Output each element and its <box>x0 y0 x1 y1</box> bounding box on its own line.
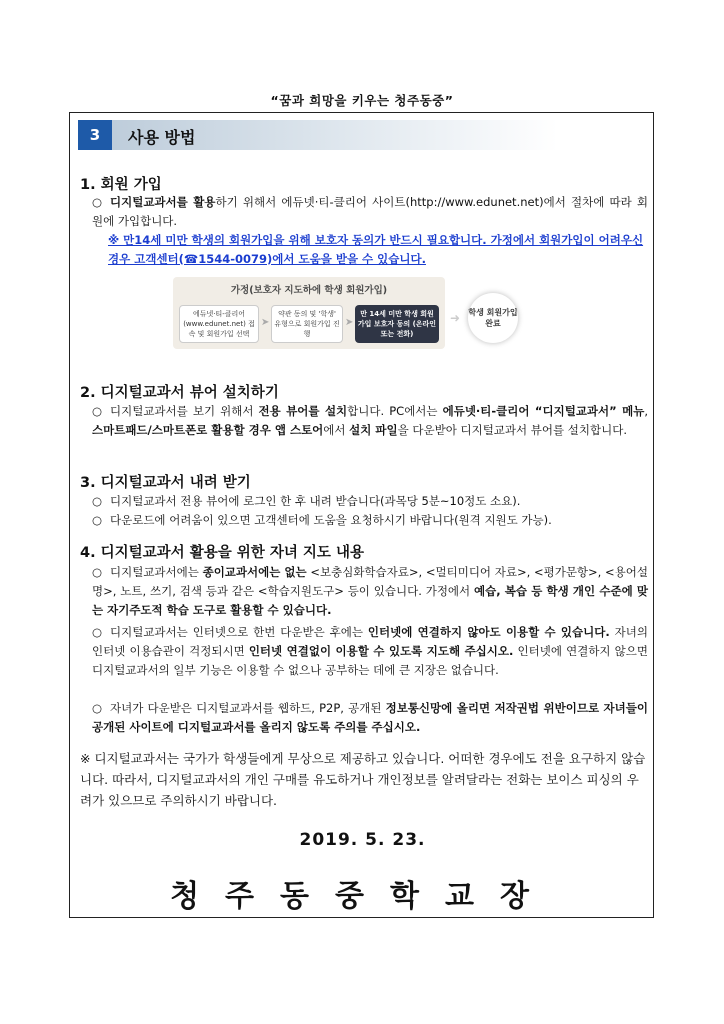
section-number: 3 <box>78 120 112 150</box>
issue-date: 2019. 5. 23. <box>299 830 426 850</box>
section-title: 사용 방법 <box>128 128 196 147</box>
guidance-paragraph-3: ○ 자녀가 다운받은 디지털교과서를 웹하드, P2P, 공개된 정보통신망에 올리면 저작권법 위반이므로 자녀들이 공개된 사이트에 디지털교과서를 올리지 않도록 주의를 주십시오. <box>92 701 648 734</box>
guidance-paragraph-2: ○ 디지털교과서는 인터넷으로 한번 다운받은 후에는 인터넷에 연결하지 않아도 이용할 수 있습니다. 자녀의 인터넷 이용습관이 걱정되시면 인터넷 연결없이 이용할 수 있도록 지도해 주십시오. 인터넷에 연결하지 않으면 디지털교과서의 일부 기능은 이용할 수 없으나 공부하는 데에 큰 지장은 없습니다. <box>92 625 648 677</box>
download-paragraph-2: ○ 다운로드에 어려움이 있으면 고객센터에 도움을 요청하시기 바랍니다(원격 지원도 가능). <box>92 511 648 530</box>
diagram-title: 가정(보호자 지도하에 학생 회원가입) <box>230 285 388 296</box>
principal-signature: 청주동중학교장 <box>170 879 555 914</box>
guardian-consent-notice: ※ 만14세 미만 학생의 회원가입을 위해 보호자 동의가 반드시 필요합니다. 가정에서 회원가입이 어려우신 경우 고객센터(☎1544-0079)에서 도움을 받을 수 있습니다. <box>108 233 644 266</box>
heading-guidance: 4. 디지털교과서 활용을 위한 자녀 지도 내용 <box>80 545 365 561</box>
free-provision-notice: ※ 디지털교과서는 국가가 학생들에게 무상으로 제공하고 있습니다. 어떠한 경우에도 전을 요구하지 않습니다. 따라서, 디지털교과서의 개인 구매를 유도하거나 개인정보를 알려달라는 전화는 보이스 피싱의 우려가 있으므로 주의하시기 바랍니다. <box>80 751 646 808</box>
heading-download: 3. 디지털교과서 내려 받기 <box>80 475 251 491</box>
bullet-icon: ○ <box>92 513 103 527</box>
heading-viewer-install: 2. 디지털교과서 뷰어 설치하기 <box>80 385 279 401</box>
notice-frame <box>69 112 654 918</box>
arrow-right-icon: ➤ <box>261 317 270 328</box>
bullet-icon: ○ <box>92 565 103 579</box>
heading-signup: 1. 회원 가입 <box>80 177 162 193</box>
school-motto: “꿈과 희망을 키우는 청주동중” <box>270 93 454 108</box>
flow-step-2: 약관 동의 및 '학생' 유형으로 회원가입 진행 <box>271 305 343 343</box>
guidance-paragraph-1: ○ 디지털교과서에는 종이교과서에는 없는 <보충심화학습자료>, <멀티미디어 자료>, <평가문항>, <용어설명>, 노트, 쓰기, 검색 등과 같은 <학습지원도구> 등이 있습니다. 가정에서 예습, 복습 등 학생 개인 수준에 맞는 자기주도적 학습 도구로 활용할 수 있습니다. <box>92 565 649 617</box>
download-paragraph-1: ○ 디지털교과서 전용 뷰어에 로그인 한 후 내려 받습니다(과목당 5분~10정도 소요). <box>92 492 648 511</box>
arrow-right-icon: ➤ <box>345 317 354 328</box>
bullet-icon: ○ <box>92 701 103 715</box>
viewer-install-paragraph: ○ 디지털교과서를 보기 위해서 전용 뷰어를 설치합니다. PC에서는 에듀넷·티-클리어 “디지털교과서” 메뉴, 스마트패드/스마트폰로 활용할 경우 앱 스토어에서 설치 파일을 다운받아 디지털교과서 뷰어를 설치합니다. <box>92 404 649 437</box>
bullet-icon: ○ <box>92 404 103 418</box>
signup-flow-diagram <box>173 277 445 349</box>
flow-step-1: 에듀넷·티-클리어 (www.edunet.net) 접속 및 회원가입 선택 <box>179 305 259 343</box>
bullet-icon: ○ <box>92 195 103 209</box>
flow-result-circle: 학생 회원가입 완료 <box>468 293 518 343</box>
bullet-icon: ○ <box>92 625 103 639</box>
signup-paragraph: ○ 디지털교과서를 활용하기 위해서 에듀넷·티-클리어 사이트(http://www.edunet.net)에서 절차에 따라 회원에 가입합니다. <box>92 195 649 228</box>
flow-step-3: 만 14세 미만 학생 회원가입 보호자 동의 (온라인 또는 전화) <box>355 305 439 343</box>
bullet-icon: ○ <box>92 494 103 508</box>
arrow-right-icon: ➜ <box>450 311 461 325</box>
